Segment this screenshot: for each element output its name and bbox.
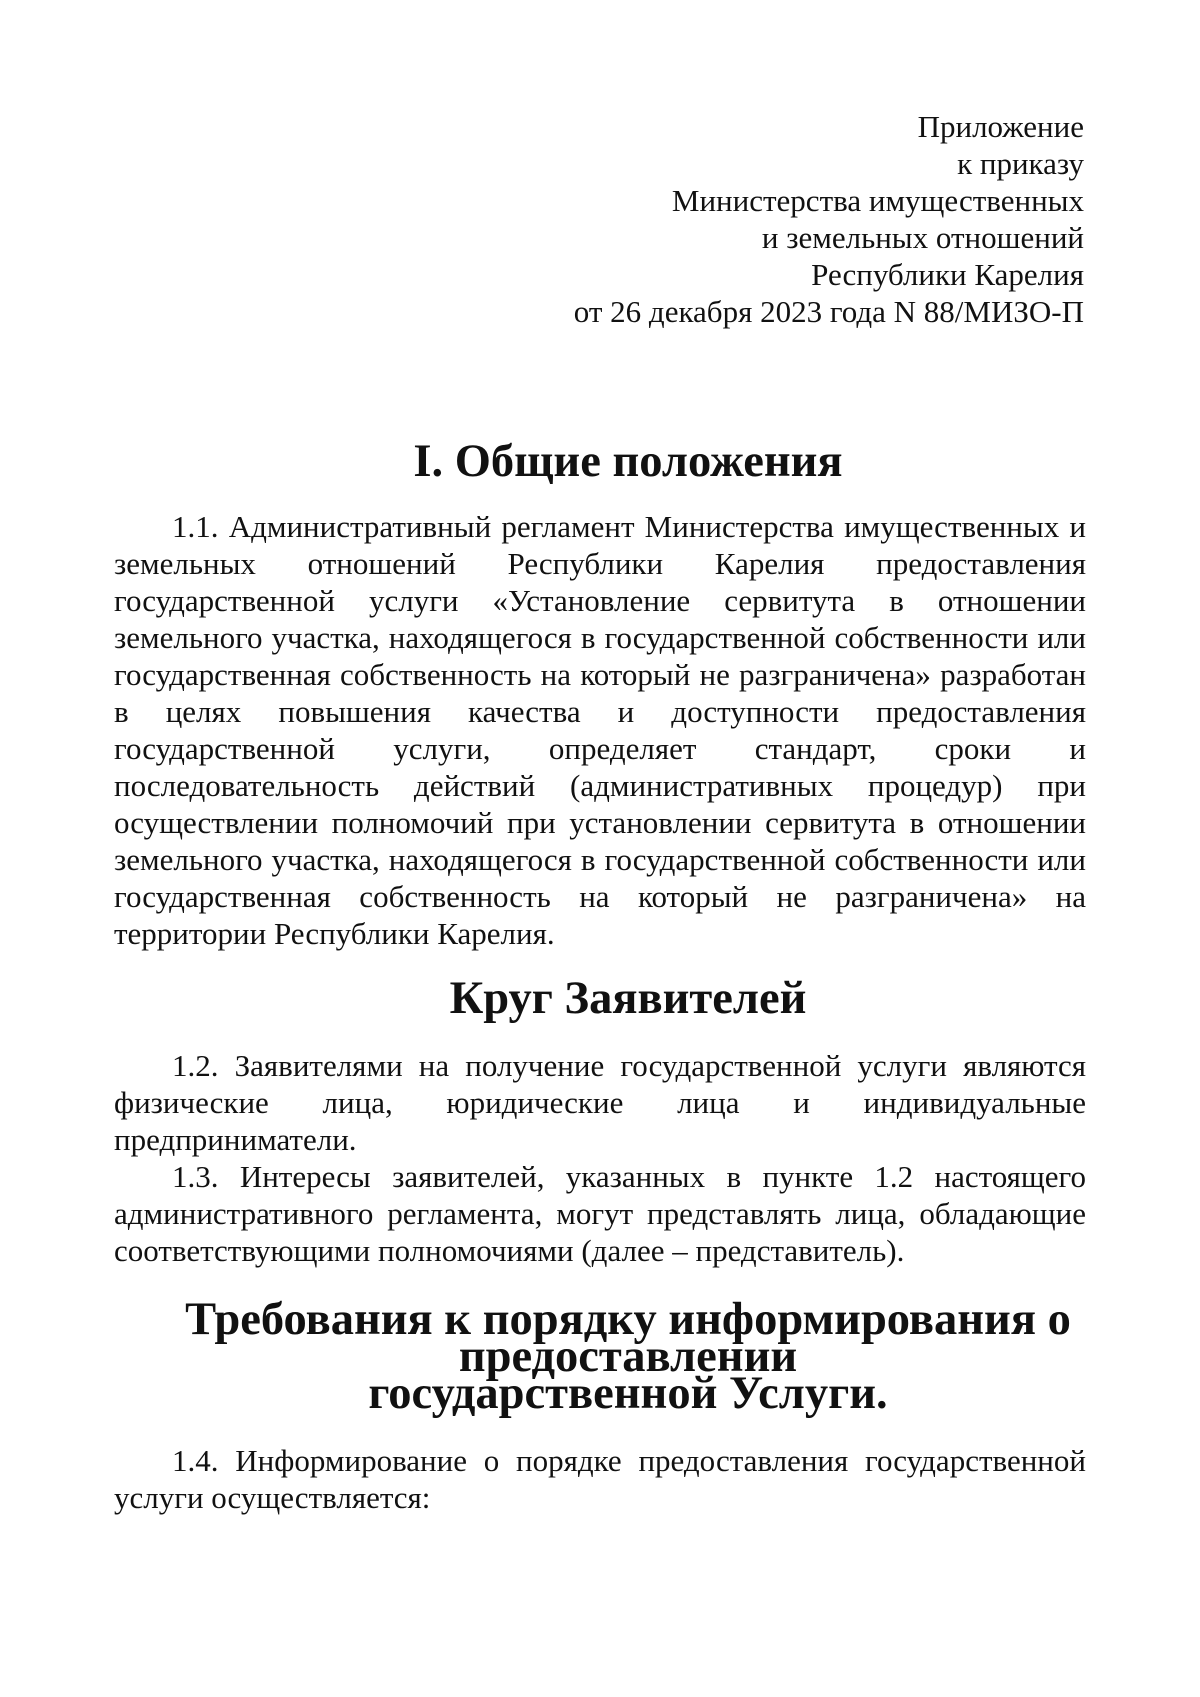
section-heading-applicants: Круг Заявителей — [449, 973, 807, 1024]
paragraph-1-1: 1.1. Административный регламент Министерства имущественных и земельных отношений Республики Карелия предоставления государственной услуги «Установление сервитута в отношении земельного участка, находящегося в государственной собственности или государственная собственность на который не разграничена» разработан в целях повышения качества и доступности предоставления государственной услуги, определяет стандарт, сроки и последовательность действий (административных процедур) при осуществлении полномочий при установлении сервитута в отношении земельного участка, находящегося в государственной собственности или государственная собственность на который не разграничена» на территории Республики Карелия. — [114, 509, 1086, 951]
appendix-header-line: Приложение — [917, 109, 1084, 144]
appendix-header-line: Министерства имущественных — [671, 183, 1084, 218]
paragraph-1-4: 1.4. Информирование о порядке предоставления государственной услуги осуществляется: — [114, 1443, 1086, 1515]
section-heading-requirements — [114, 1294, 1086, 1419]
paragraph-1-2: 1.2. Заявителями на получение государственной услуги являются физические лица, юридические лица и индивидуальные предприниматели. — [114, 1048, 1086, 1157]
appendix-header — [114, 108, 1086, 330]
section-heading-requirements-line2: государственной Услуги. — [368, 1368, 888, 1419]
appendix-header-line: к приказу — [957, 146, 1084, 181]
appendix-header-line: Республики Карелия — [811, 257, 1084, 292]
section-heading-requirements-line1: Требования к порядку информирования о предоставлении — [185, 1294, 1071, 1382]
appendix-header-line: от 26 декабря 2023 года N 88/МИЗО-П — [573, 294, 1084, 329]
paragraph-1-3: 1.3. Интересы заявителей, указанных в пункте 1.2 настоящего административного регламента, могут представлять лица, обладающие соответствующими полномочиями (далее – представитель). — [114, 1159, 1086, 1268]
section-heading-general: I. Общие положения — [413, 436, 843, 487]
appendix-header-line: и земельных отношений — [761, 220, 1084, 255]
